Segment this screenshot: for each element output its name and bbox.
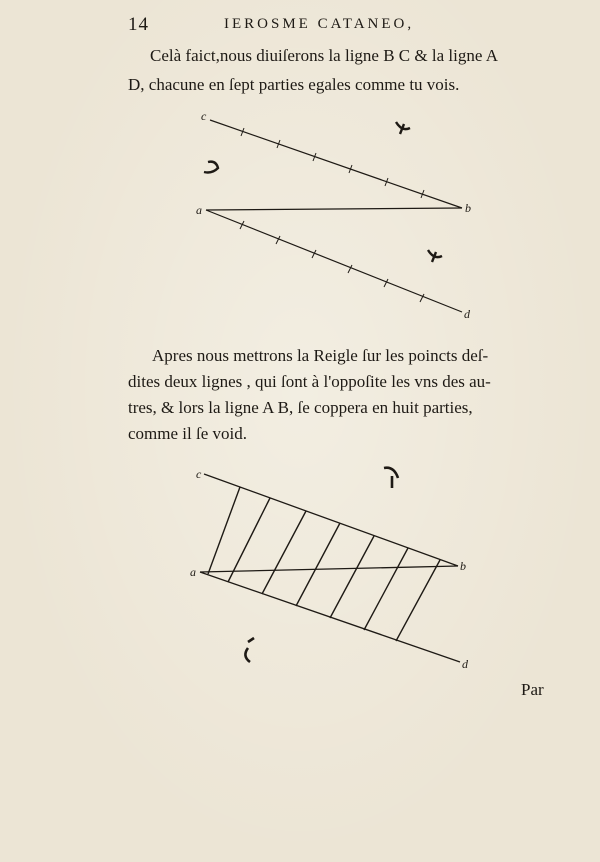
paragraph2-line2: dites deux lignes , qui ſont à l'oppoſite les vns des au-: [128, 372, 491, 391]
figure1-label-a: a: [196, 203, 202, 217]
figure2-connecting-lines: [208, 487, 440, 641]
figure2-label-c: c: [196, 467, 202, 481]
figure2-label-b: b: [460, 559, 466, 573]
figure2-ornament-1: [384, 468, 398, 488]
paragraph2-line1: Apres nous mettrons la Reigle ſur les poincts deſ-: [152, 346, 489, 365]
paragraph1-line2: D, chacune en ſept parties egales comme tu vois.: [128, 75, 460, 94]
figure2-label-d: d: [462, 657, 468, 671]
page-number: 14: [128, 14, 149, 35]
paragraph1-line1: Celà faict,nous diuiſerons la ligne B C & la ligne A: [150, 46, 498, 65]
figure2-line-cb: [204, 474, 458, 566]
figure1-label-c: c: [201, 109, 207, 123]
paragraph2-line3: tres, & lors la ligne A B, ſe coppera en huit parties,: [128, 398, 473, 417]
catchword: Par: [521, 680, 544, 699]
figure1-label-b: b: [465, 201, 471, 215]
paragraph2-line4: comme il ſe void.: [128, 424, 247, 443]
figure2-line-ab: [200, 566, 458, 572]
figure2-ornament-2: [245, 638, 254, 662]
running-title: IEROSME CATANEO,: [224, 16, 415, 32]
figure1-label-d: d: [464, 307, 470, 321]
figure2-label-a: a: [190, 565, 196, 579]
